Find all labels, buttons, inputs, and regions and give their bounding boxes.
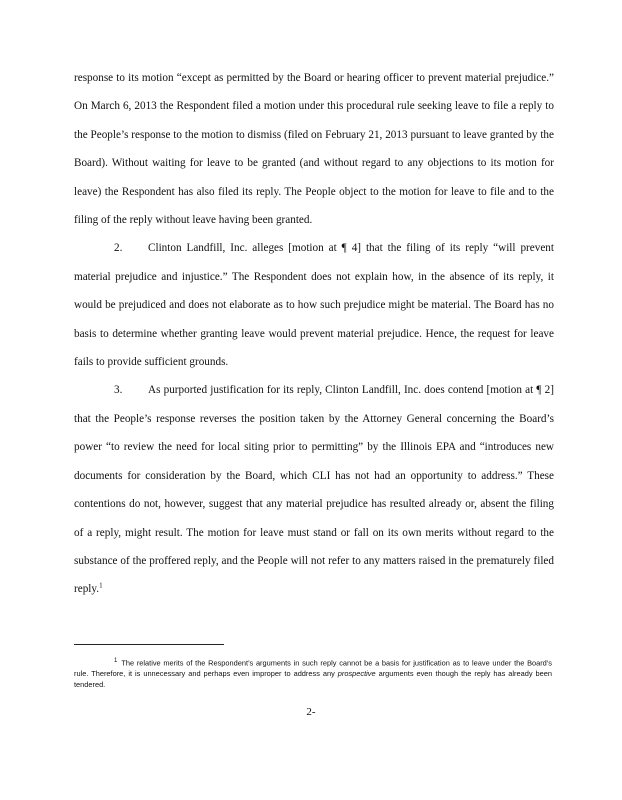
- paragraph-2: [74, 234, 554, 376]
- footnote-emphasis: prospective: [337, 669, 376, 679]
- footnote-mark: 1: [114, 658, 118, 664]
- paragraph-text: Clinton Landfill, Inc. alleges [motion at ¶ 4] that the filing of its reply “will prevent material prejudice and injustice.” The Respondent does not explain how, in the absence of its reply, it would be prejudiced and does not elaborate as to how such prejudice might be material. The Board has no basis to determine whether granting leave would prevent material prejudice. Hence, the request for leave fails to provide sufficient grounds.: [74, 242, 554, 369]
- footnote-text-before: The relative merits of the Respondent’s arguments in such reply cannot be a basis for justification as to leave under the Board’s rule. Therefore, it is unnecessary and perhaps even improper to address any: [74, 658, 552, 679]
- paragraph-3: [74, 376, 554, 603]
- footnote: [74, 656, 552, 690]
- paragraph-number: 2.: [114, 242, 123, 255]
- paragraph-text: As purported justification for its reply, Clinton Landfill, Inc. does contend [motion at ¶ 2] that the People’s response reverses the position taken by the Attorney General concerning the Board’s power “to review the need for local siting prior to permitting” by the Illinois EPA and “introduces new documents for consideration by the Board, which CLI has not had an opportunity to address.” These contentions do not, however, suggest that any material prejudice has resulted already or, absent the filing of a reply, might result. The motion for leave must stand or fall on its own merits without regard to the substance of the proffered reply, and the People will not refer to any matters raised in the prematurely filed reply.: [74, 384, 554, 596]
- paragraph-continuation: response to its motion “except as permitted by the Board or hearing officer to prevent material prejudice.” On March 6, 2013 the Respondent filed a motion under this procedural rule seeking leave to file a reply to the People’s response to the motion to dismiss (filed on February 21, 2013 pursuant to leave granted by the Board). Without waiting for leave to be granted (and without regard to any objections to its motion for leave) the Respondent has also filed its reply. The People object to the motion for leave to file and to the filing of the reply without leave having been granted.: [74, 72, 554, 227]
- footnote-reference[interactable]: 1: [99, 581, 103, 590]
- footnote-text-after: arguments even though the reply has already been tendered.: [74, 669, 552, 689]
- body-text: [74, 64, 554, 604]
- footnote-divider: [74, 644, 224, 645]
- page-number: 2-: [306, 706, 316, 718]
- paragraph-number: 3.: [114, 384, 123, 397]
